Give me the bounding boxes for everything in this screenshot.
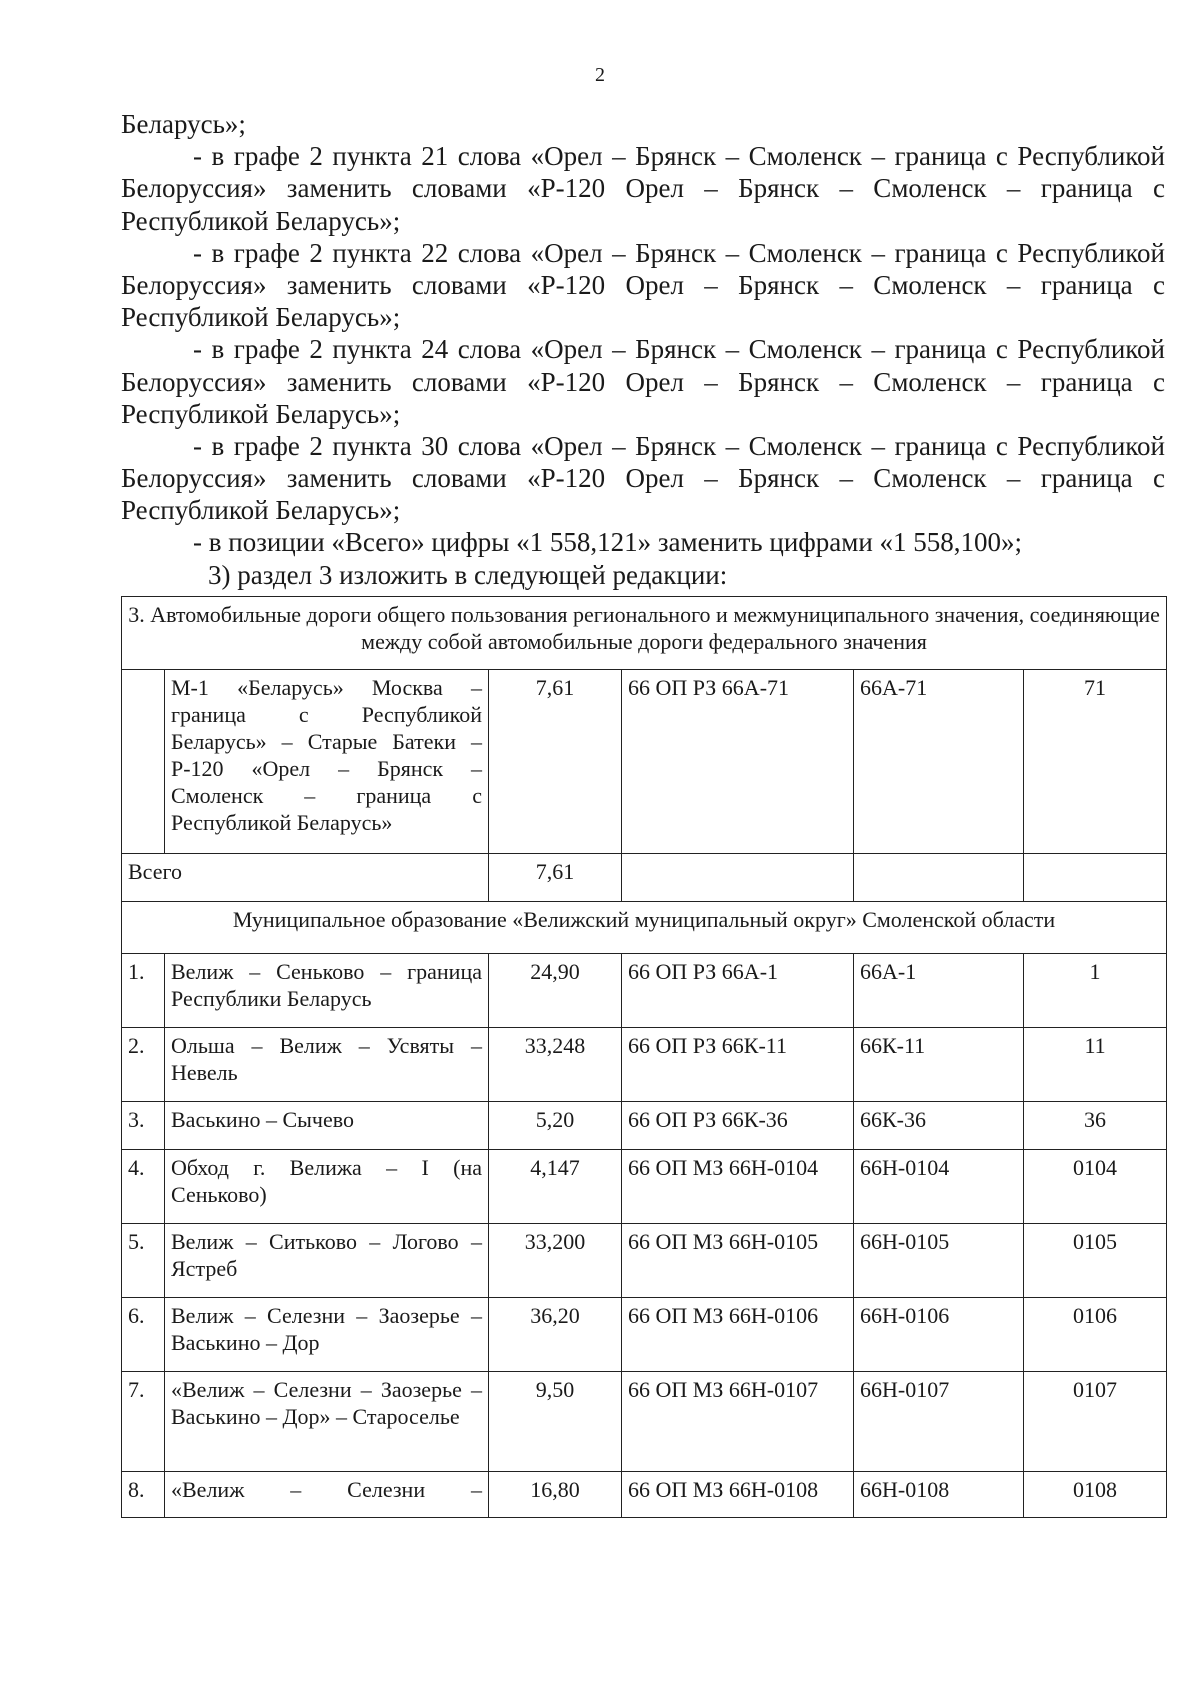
road-code: 0106 xyxy=(1024,1298,1167,1372)
road-reg-number: 66Н-0104 xyxy=(854,1150,1024,1224)
road-id: 66 ОП МЗ 66Н-0106 xyxy=(622,1298,854,1372)
road-length: 16,80 xyxy=(489,1472,622,1518)
road-code: 0105 xyxy=(1024,1224,1167,1298)
text-line: Республикой Беларусь»; xyxy=(121,398,401,429)
road-id: 66 ОП МЗ 66Н-0107 xyxy=(622,1372,854,1472)
empty-cell xyxy=(1024,854,1167,902)
text-line: Беларусь»; xyxy=(121,109,246,139)
road-reg-number: 66Н-0105 xyxy=(854,1224,1024,1298)
total-row xyxy=(122,854,1167,902)
road-code: 71 xyxy=(1024,670,1167,854)
road-id: 66 ОП РЗ 66К-36 xyxy=(622,1102,854,1150)
road-length: 7,61 xyxy=(489,670,622,854)
row-number: 2. xyxy=(122,1028,165,1102)
road-id: 66 ОП МЗ 66Н-0108 xyxy=(622,1472,854,1518)
table-row xyxy=(122,1028,1167,1102)
table-row xyxy=(122,1224,1167,1298)
road-length: 4,147 xyxy=(489,1150,622,1224)
row-number: 5. xyxy=(122,1224,165,1298)
road-name: Велиж – Селезни – Заозерье – Васькино – Дор xyxy=(165,1298,489,1372)
road-name: Обход г. Велижа – I (на Сеньково) xyxy=(165,1150,489,1224)
table-row xyxy=(122,670,1167,854)
road-reg-number: 66К-11 xyxy=(854,1028,1024,1102)
road-reg-number: 66А-71 xyxy=(854,670,1024,854)
row-number: 4. xyxy=(122,1150,165,1224)
road-reg-number: 66К-36 xyxy=(854,1102,1024,1150)
text-line: 3) раздел 3 изложить в следующей редакции: xyxy=(208,559,728,590)
table-row xyxy=(122,1150,1167,1224)
text-line: - в графе 2 пункта 22 слова «Орел – Брянск – Смоленск – граница с Республикой xyxy=(193,237,1165,268)
text-line: Республикой Беларусь»; xyxy=(121,495,401,526)
road-code: 0107 xyxy=(1024,1372,1167,1472)
road-name: «Велиж – Селезни – Заозерье – Васькино – Дор» – Староселье xyxy=(165,1372,489,1472)
text-line: Республикой Беларусь»; xyxy=(121,302,401,333)
road-name: Васькино – Сычево xyxy=(165,1102,489,1150)
road-id: 66 ОП МЗ 66Н-0105 xyxy=(622,1224,854,1298)
total-length: 7,61 xyxy=(489,854,622,902)
road-length: 33,248 xyxy=(489,1028,622,1102)
table-row xyxy=(122,1472,1167,1518)
table-row xyxy=(122,1298,1167,1372)
road-length: 24,90 xyxy=(489,954,622,1028)
empty-cell xyxy=(854,854,1024,902)
row-number: 3. xyxy=(122,1102,165,1150)
road-id: 66 ОП МЗ 66Н-0104 xyxy=(622,1150,854,1224)
road-id: 66 ОП РЗ 66А-71 xyxy=(622,670,854,854)
road-code: 0108 xyxy=(1024,1472,1167,1518)
road-code: 0104 xyxy=(1024,1150,1167,1224)
text-line: Белоруссия» заменить словами «Р-120 Орел – Брянск – Смоленск – граница с xyxy=(121,366,1165,397)
road-name: Ольша – Велиж – Усвяты – Невель xyxy=(165,1028,489,1102)
municipality-heading: Муниципальное образование «Велижский муниципальный округ» Смоленской области xyxy=(122,902,1167,954)
text-line: - в позиции «Всего» цифры «1 558,121» заменить цифрами «1 558,100»; xyxy=(193,527,1023,558)
row-number xyxy=(122,670,165,854)
road-id: 66 ОП РЗ 66К-11 xyxy=(622,1028,854,1102)
road-reg-number: 66Н-0106 xyxy=(854,1298,1024,1372)
table-row xyxy=(122,1102,1167,1150)
roads-table xyxy=(121,596,1167,1518)
amendment-text xyxy=(121,108,1165,591)
text-line: Белоруссия» заменить словами «Р-120 Орел – Брянск – Смоленск – граница с xyxy=(121,173,1165,204)
text-line: Республикой Беларусь»; xyxy=(121,205,401,236)
road-length: 36,20 xyxy=(489,1298,622,1372)
text-line: Белоруссия» заменить словами «Р-120 Орел – Брянск – Смоленск – граница с xyxy=(121,463,1165,494)
road-reg-number: 66Н-0107 xyxy=(854,1372,1024,1472)
road-length: 9,50 xyxy=(489,1372,622,1472)
road-reg-number: 66Н-0108 xyxy=(854,1472,1024,1518)
road-length: 33,200 xyxy=(489,1224,622,1298)
total-label: Всего xyxy=(122,854,489,902)
row-number: 8. xyxy=(122,1472,165,1518)
road-name: Велиж – Ситьково – Логово – Ястреб xyxy=(165,1224,489,1298)
text-line: - в графе 2 пункта 24 слова «Орел – Брянск – Смоленск – граница с Республикой xyxy=(193,334,1165,365)
road-code: 1 xyxy=(1024,954,1167,1028)
section-heading: 3. Автомобильные дороги общего пользования регионального и межмуниципального значения, соединяющие между собой автомобильные дороги федерального значения xyxy=(122,597,1167,670)
table-row xyxy=(122,954,1167,1028)
row-number: 7. xyxy=(122,1372,165,1472)
road-name: «Велиж – Селезни – xyxy=(165,1472,489,1518)
text-line: - в графе 2 пункта 21 слова «Орел – Брянск – Смоленск – граница с Республикой xyxy=(193,141,1165,172)
road-name: М-1 «Беларусь» Москва – граница с Республикой Беларусь» – Старые Батеки – Р-120 «Орел – Брянск – Смоленск – граница с Республикой Беларусь» xyxy=(165,670,489,854)
road-code: 11 xyxy=(1024,1028,1167,1102)
row-number: 6. xyxy=(122,1298,165,1372)
empty-cell xyxy=(622,854,854,902)
text-line: Белоруссия» заменить словами «Р-120 Орел – Брянск – Смоленск – граница с xyxy=(121,269,1165,300)
section-heading-row xyxy=(122,597,1167,670)
text-line: - в графе 2 пункта 30 слова «Орел – Брянск – Смоленск – граница с Республикой xyxy=(193,430,1165,461)
road-code: 36 xyxy=(1024,1102,1167,1150)
road-reg-number: 66А-1 xyxy=(854,954,1024,1028)
page-number: 2 xyxy=(595,64,605,86)
municipality-heading-row xyxy=(122,902,1167,954)
road-id: 66 ОП РЗ 66А-1 xyxy=(622,954,854,1028)
road-length: 5,20 xyxy=(489,1102,622,1150)
table-row xyxy=(122,1372,1167,1472)
row-number: 1. xyxy=(122,954,165,1028)
road-name: Велиж – Сеньково – граница Республики Беларусь xyxy=(165,954,489,1028)
